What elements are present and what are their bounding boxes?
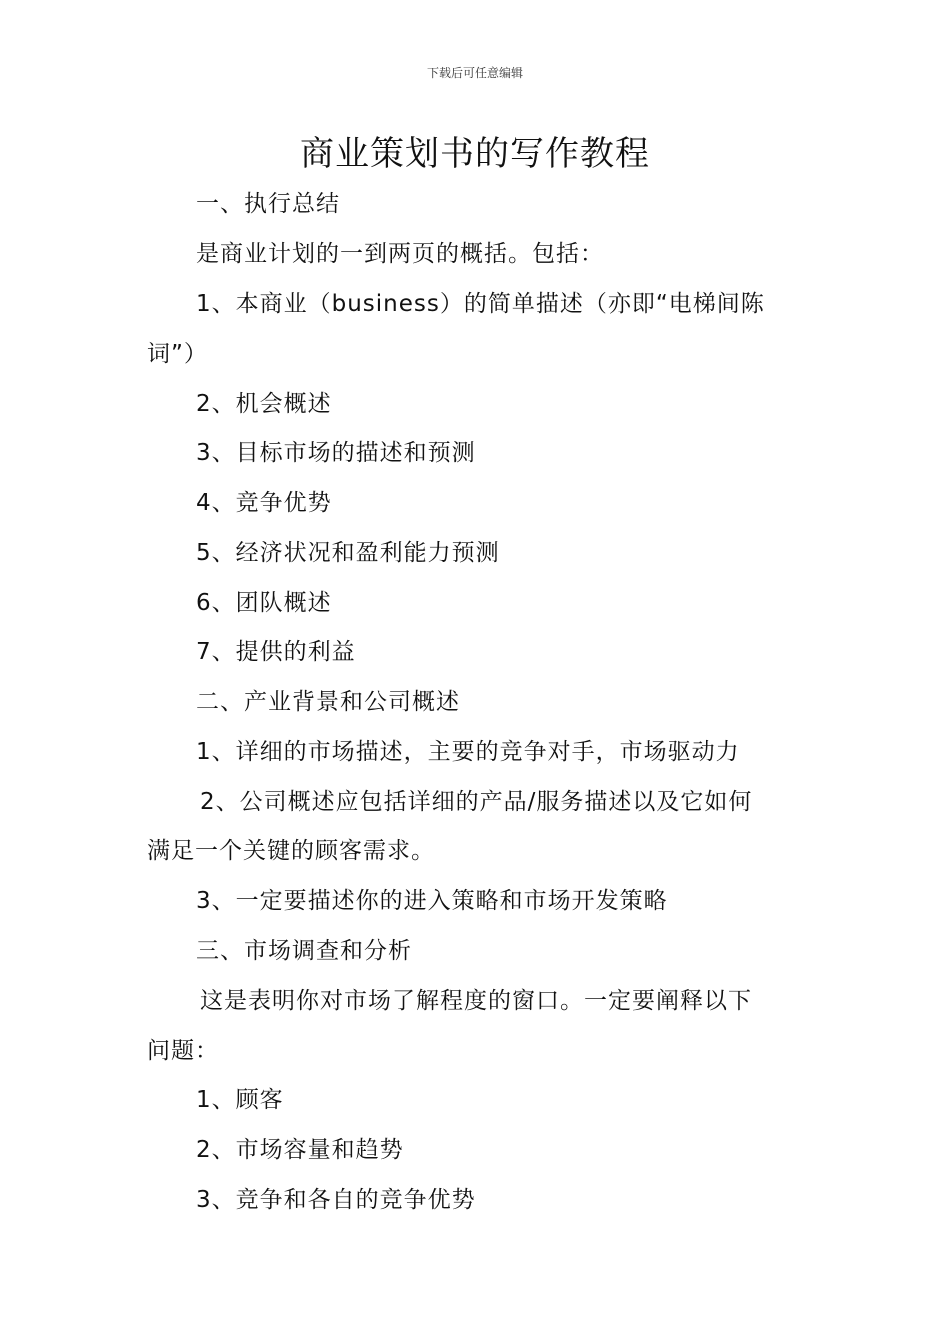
list-item: 2、机会概述 bbox=[196, 391, 332, 417]
paragraph-line: 是商业计划的一到两页的概括。包括： bbox=[196, 241, 604, 267]
list-item: 4、竞争优势 bbox=[196, 490, 332, 516]
list-item: 2、市场容量和趋势 bbox=[196, 1137, 404, 1163]
list-item: 1、顾客 bbox=[196, 1087, 284, 1113]
section-heading-1: 一、执行总结 bbox=[196, 191, 340, 217]
list-item: 6、团队概述 bbox=[196, 590, 332, 616]
section-heading-2: 二、产业背景和公司概述 bbox=[196, 689, 460, 715]
document-title: 商业策划书的写作教程 bbox=[300, 134, 650, 174]
list-item: 3、目标市场的描述和预测 bbox=[196, 440, 476, 466]
list-item: 3、竞争和各自的竞争优势 bbox=[196, 1187, 476, 1213]
paragraph-line: 这是表明你对市场了解程度的窗口。一定要阐释以下 bbox=[200, 988, 752, 1014]
list-item: 2、公司概述应包括详细的产品/服务描述以及它如何 bbox=[200, 789, 753, 815]
list-item: 3、一定要描述你的进入策略和市场开发策略 bbox=[196, 888, 668, 914]
list-item: 5、经济状况和盈利能力预测 bbox=[196, 540, 500, 566]
section-heading-3: 三、市场调查和分析 bbox=[196, 938, 412, 964]
paragraph-line: 词”） bbox=[147, 341, 208, 367]
list-item: 1、详细的市场描述，主要的竞争对手，市场驱动力 bbox=[196, 739, 740, 765]
list-item: 7、提供的利益 bbox=[196, 639, 356, 665]
list-item: 1、本商业（business）的简单描述（亦即“电梯间陈 bbox=[196, 291, 765, 317]
header-note: 下载后可任意编辑 bbox=[426, 66, 523, 80]
paragraph-line: 问题： bbox=[147, 1038, 219, 1064]
paragraph-line: 满足一个关键的顾客需求。 bbox=[147, 838, 435, 864]
